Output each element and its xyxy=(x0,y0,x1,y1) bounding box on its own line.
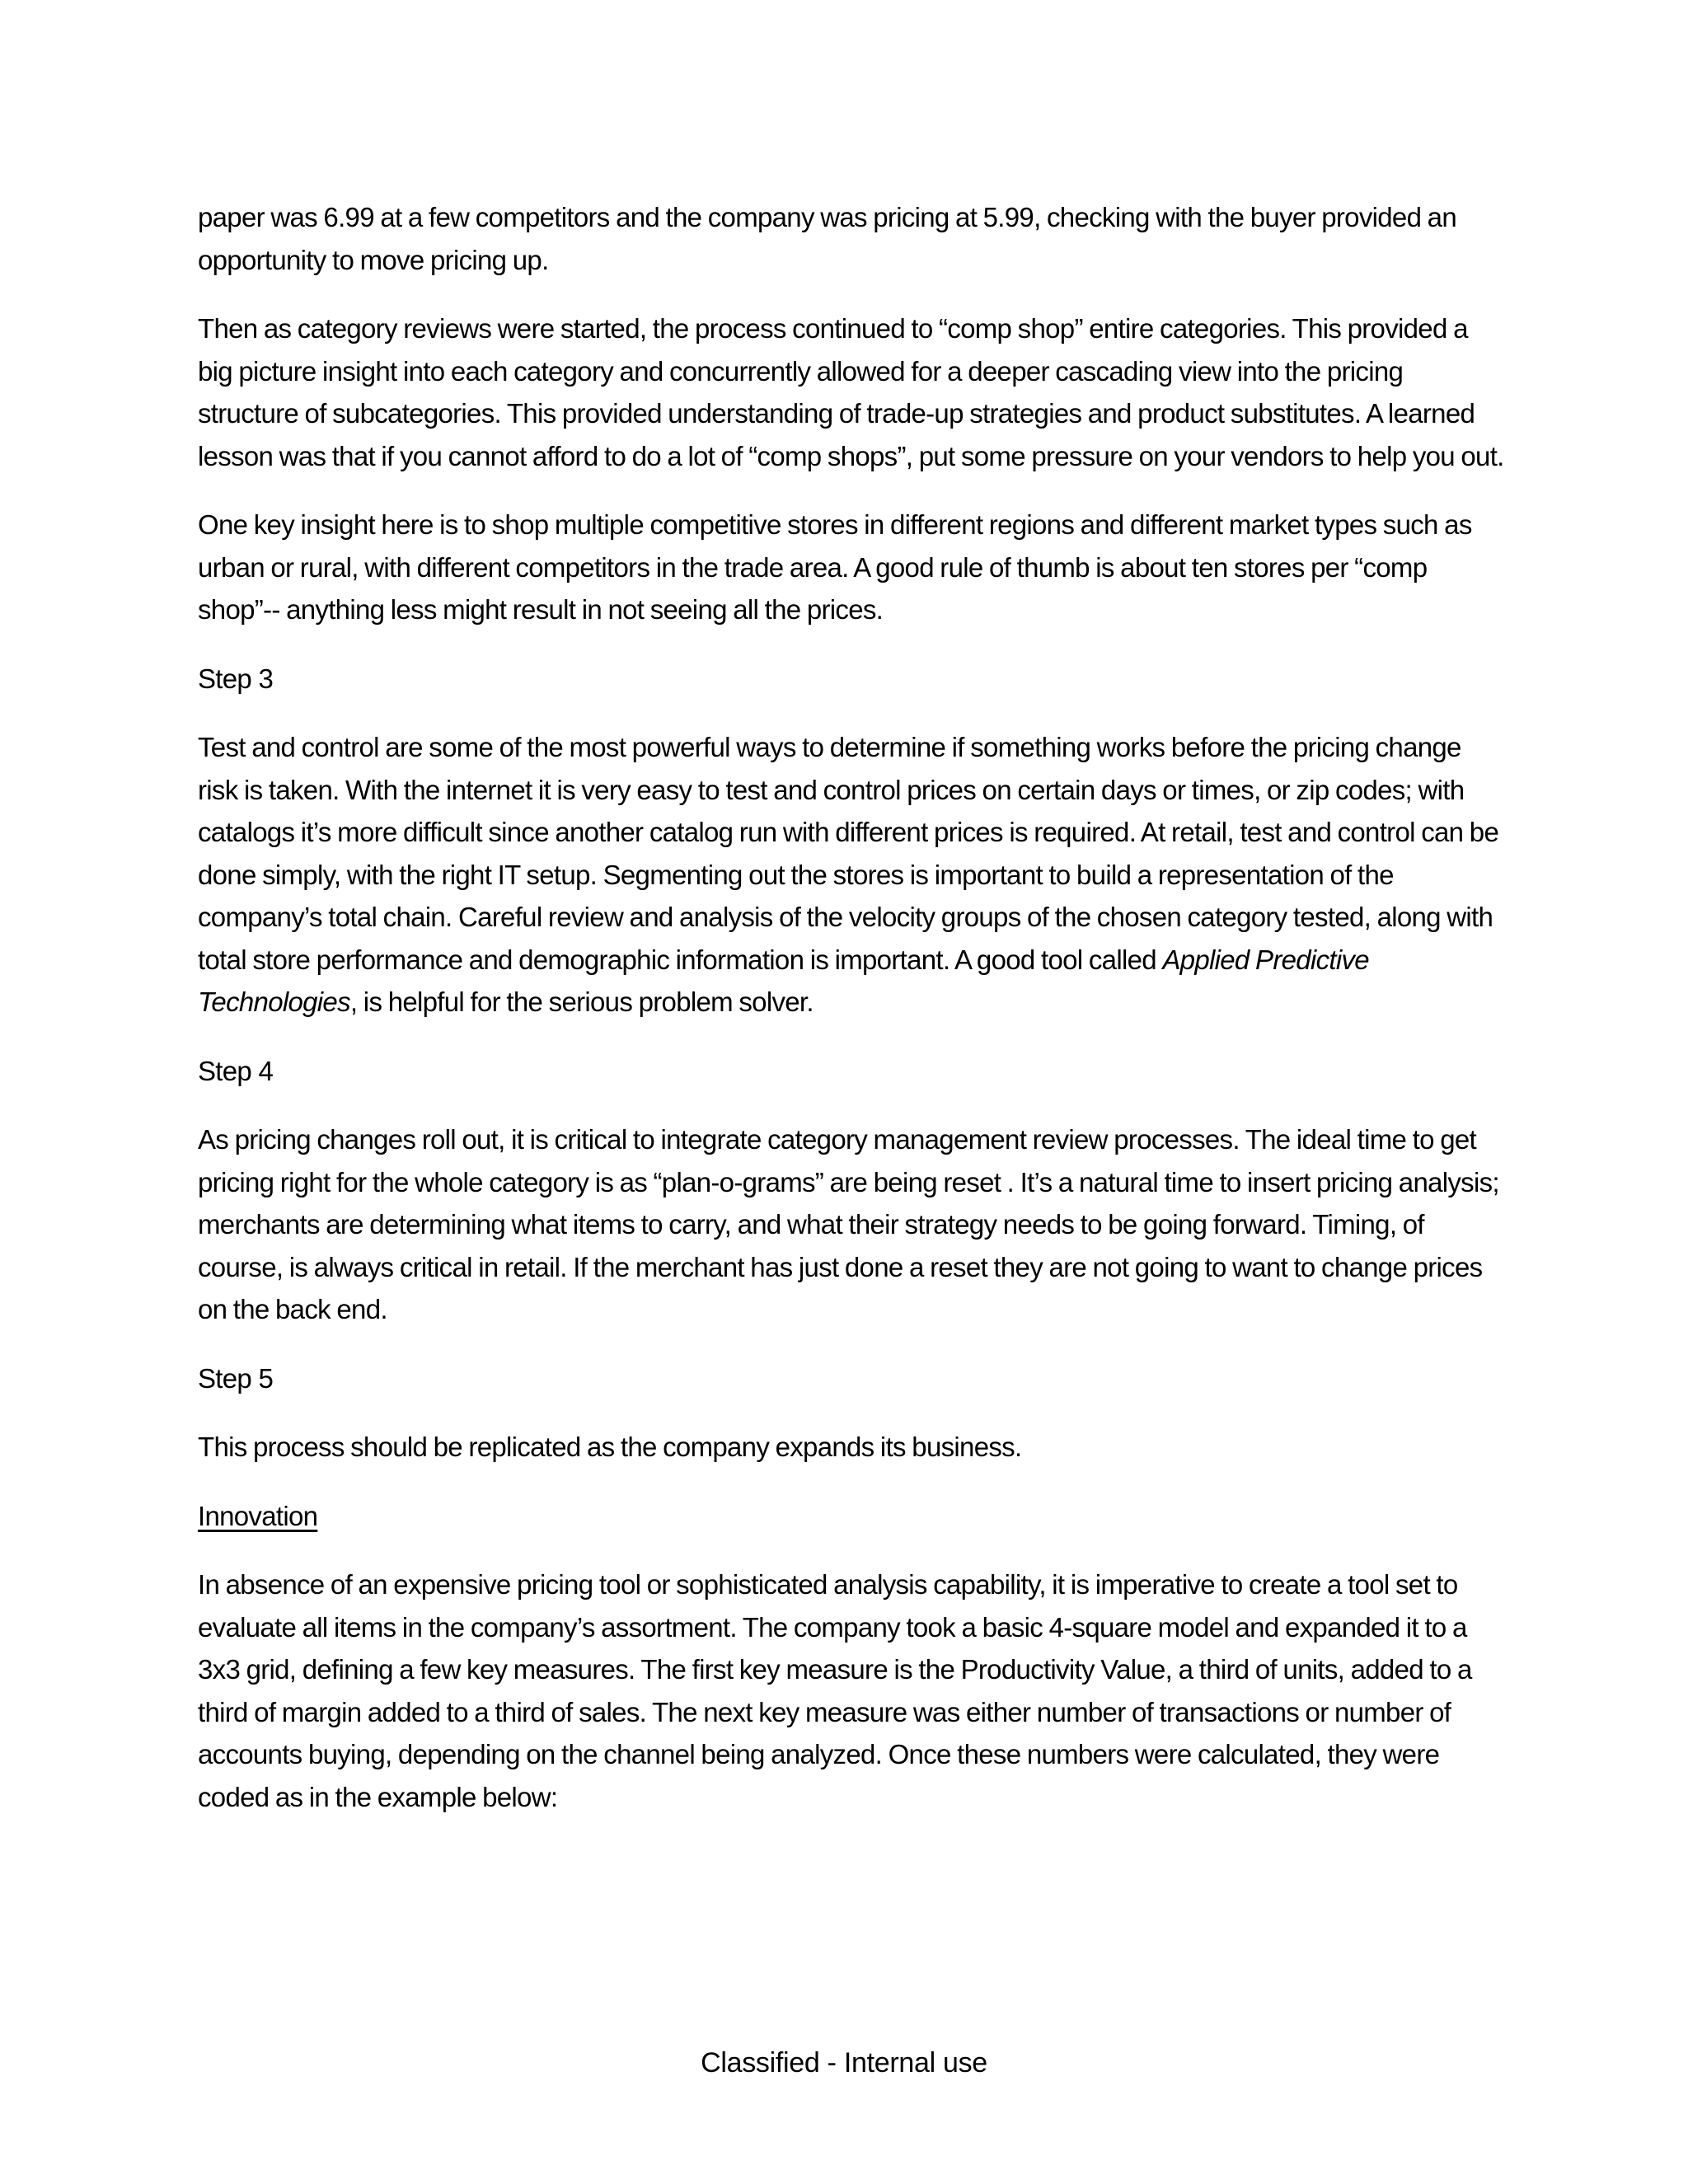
tool-name-italic: Applied Predictive Technologies xyxy=(198,944,1369,1017)
paragraph-innovation: In absence of an expensive pricing tool or sophisticated analysis capability, it is imperative to create a tool set to evaluate all items in the company’s assortment. The company took a basic 4-square model and expanded it to a 3x3 grid, defining a few key measures. The first key measure is the Productivity Value, a third of units, added to a third of margin added to a third of sales. The next key measure was either number of transactions or number of accounts buying, depending on the channel being analyzed. Once these numbers were calculated, they were coded as in the example below: xyxy=(198,1569,1472,1812)
paragraph-category-reviews: Then as category reviews were started, the process continued to “comp shop” entire categories. This provided a big picture insight into each category and concurrently allowed for a deeper cascading view into the pricing structure of subcategories. This provided understanding of trade-up strategies and product substitutes. A learned lesson was that if you cannot afford to do a lot of “comp shops”, put some pressure on your vendors to help you out. xyxy=(198,313,1504,471)
step-3-heading: Step 3 xyxy=(198,663,274,694)
classification-footer: Classified - Internal use xyxy=(701,2047,987,2079)
paragraph-test-and-control xyxy=(198,726,1504,1024)
document-body xyxy=(198,196,1504,1844)
paragraph-pricing-rollout: As pricing changes roll out, it is critical to integrate category management review processes. The ideal time to get pricing right for the whole category is as “plan-o-grams” are being reset . It’s a natural time to insert pricing analysis; merchants are determining what items to carry, and what their strategy needs to be going forward. Timing, of course, is always critical in retail. If the merchant has just done a reset they are not going to want to change prices on the back end. xyxy=(198,1124,1499,1324)
paragraph-test-and-control-text: Test and control are some of the most powerful ways to determine if something works before the pricing change risk is taken. With the internet it is very easy to test and control prices on certain days or times, or zip codes; with catalogs it’s more difficult since another catalog run with different prices is required. At retail, test and control can be done simply, with the right IT setup. Segmenting out the stores is important to build a representation of the company’s total chain. Careful review and analysis of the velocity groups of the chosen category tested, along with total store performance and demographic information is important. A good tool called xyxy=(198,732,1499,975)
paragraph-replication: This process should be replicated as the company expands its business. xyxy=(198,1432,1022,1462)
step-5-heading: Step 5 xyxy=(198,1362,274,1394)
paragraph-key-insight: One key insight here is to shop multiple competitive stores in different regions and different market types such as urban or rural, with different competitors in the trade area. A good rule of thumb is about ten stores per “comp shop”-- anything less might result in not seeing all the prices. xyxy=(198,509,1472,625)
innovation-heading: Innovation xyxy=(198,1500,318,1531)
step-4-heading: Step 4 xyxy=(198,1055,274,1086)
paragraph-pricing-opportunity: paper was 6.99 at a few competitors and the company was pricing at 5.99, checking with the buyer provided an opportunity to move pricing up. xyxy=(198,202,1456,275)
paragraph-test-and-control-end: , is helpful for the serious problem solver. xyxy=(349,987,814,1017)
